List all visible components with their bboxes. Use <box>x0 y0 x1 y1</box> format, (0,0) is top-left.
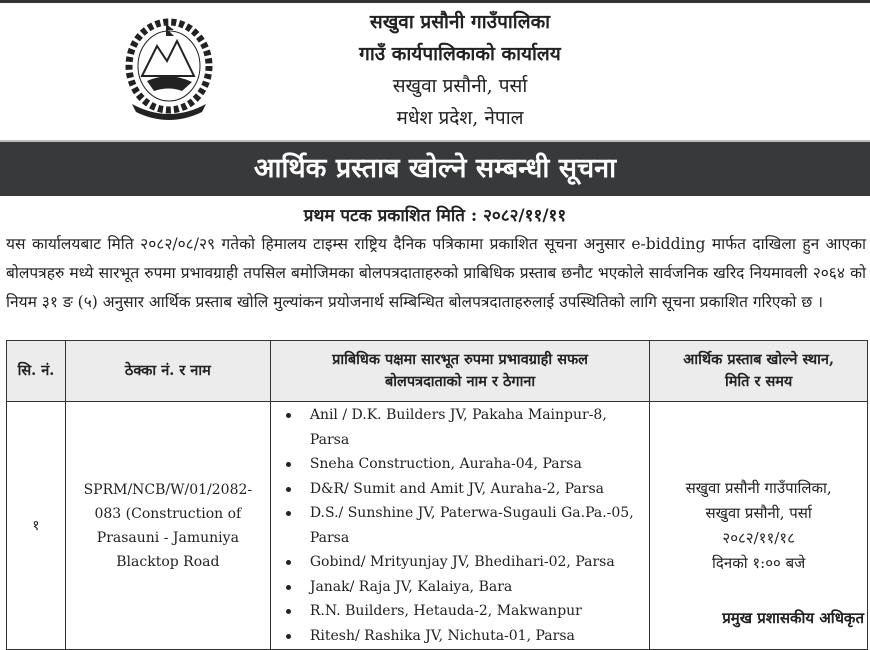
venue-line: सखुवा प्रसौनी, पर्सा <box>705 503 812 522</box>
address-line: सखुवा प्रसौनी, पर्सा <box>392 75 528 97</box>
col-header-venue: आर्थिक प्रस्ताब खोल्ने स्थान, मिति र समय <box>650 341 868 402</box>
list-item: Gobind/ Mrityunjay JV, Bhedihari-02, Parsa <box>290 550 648 575</box>
top-border <box>0 0 870 3</box>
office-name: गाउँ कार्यपालिकाको कार्यालय <box>359 43 561 65</box>
province-line: मधेश प्रदेश, नेपाल <box>396 107 524 129</box>
bidder-list <box>272 403 648 648</box>
list-item: R.N. Builders, Hetauda-2, Makwanpur <box>290 599 648 624</box>
col-header-contract: ठेक्का नं. र नाम <box>65 341 270 402</box>
municipality-name: सखुवा प्रसौनी गाउँपालिका <box>369 11 551 33</box>
notice-title: आर्थिक प्रस्ताब खोल्ने सम्बन्धी सूचना <box>0 140 870 196</box>
col-header-bidders: प्राबिधिक पक्षमा सारभूत रुपमा प्रभावग्राही सफल बोलपत्रदाताको नाम र ठेगाना <box>270 341 649 402</box>
list-item: D.S./ Sunshine JV, Paterwa-Sugauli Ga.Pa.-05, Parsa <box>290 501 648 550</box>
venue-line: सखुवा प्रसौनी गाउँपालिका, <box>685 478 832 497</box>
list-item: Anil / D.K. Builders JV, Pakaha Mainpur-8, Parsa <box>290 403 648 452</box>
signatory: प्रमुख प्रशासकीय अधिकृत <box>722 609 864 627</box>
list-item: Janak/ Raja JV, Kalaiya, Bara <box>290 575 648 600</box>
government-emblem-logo <box>122 16 216 120</box>
list-item: Ritesh/ Rashika JV, Nichuta-01, Parsa <box>290 624 648 649</box>
table-header-row <box>7 341 868 402</box>
notice-body: यस कार्यालयबाट मिति २०८२/०८/२९ गतेको हिमालय टाइम्स राष्ट्रिय दैनिक पत्रिकामा प्रकाशित सूचना अनुसार e-bidding मार्फत दाखिला हुन आएका बोलपत्रहरु मध्ये सारभूत रुपमा प्रभावग्राही तपसिल बमोजिमका बोलपत्रदाताहरुको प्राबिधिक प्रस्ताब छनौट भएकोले सार्वजनिक खरिद नियमावली २०६४ को नियम ३१ ङ (५) अनुसार आर्थिक प्रस्ताब खोलि मुल्यांकन प्रयोजनार्थ सम्बिन्धित बोलपत्रदाताहरुलाई उपस्थितिको लागि सूचना प्रकाशित गरिएको छ । <box>6 235 866 311</box>
published-date: प्रथम पटक प्रकाशित मिति : २०८२/११/११ <box>303 206 567 226</box>
cell-bidders <box>270 402 649 650</box>
bid-table <box>6 340 868 650</box>
list-item: D&R/ Sumit and Amit JV, Auraha-2, Parsa <box>290 477 648 502</box>
venue-date: २०८२/११/१८ <box>722 528 795 547</box>
office-header <box>250 6 670 134</box>
list-item: Sneha Construction, Auraha-04, Parsa <box>290 452 648 477</box>
cell-contract: SPRM/NCB/W/01/2082-083 (Construction of Prasauni - Jamuniya Blacktop Road <box>65 402 270 650</box>
venue-time: दिनको १:०० बजे <box>712 553 806 572</box>
cell-sn: १ <box>7 402 66 650</box>
col-header-sn: सि. नं. <box>7 341 66 402</box>
